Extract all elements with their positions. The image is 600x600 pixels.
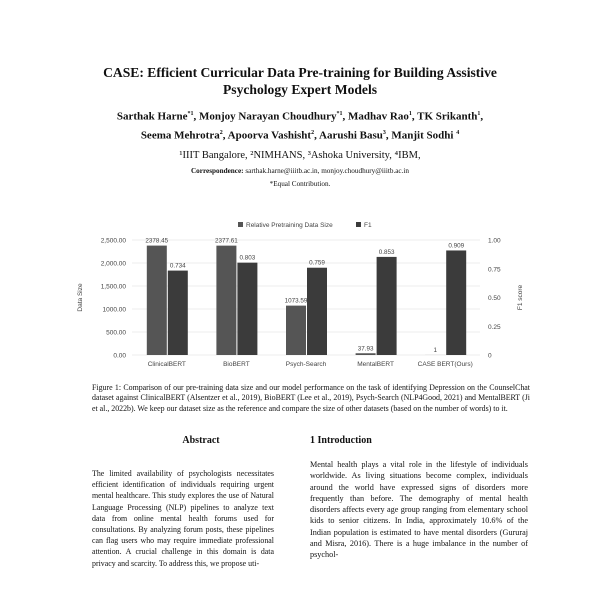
bar-data-size (216, 246, 236, 355)
author-name: Monjoy Narayan Choudhury (198, 110, 337, 123)
author-sup: *1 (187, 111, 194, 117)
y2-tick-label: 1.00 (488, 237, 501, 245)
x-tick-label: MentalBERT (357, 361, 394, 368)
data-label-f1: 0.909 (448, 242, 465, 250)
x-tick-label: ClinicalBERT (147, 361, 186, 368)
correspondence-emails: sarthak.harne@iiitb.ac.in, monjoy.choudhury@iiitb.ac.in (245, 167, 410, 175)
legend-swatch (238, 222, 243, 227)
chart-bars (145, 238, 472, 368)
y2-tick-label: 0.50 (488, 295, 501, 302)
equal-contribution-note: *Equal Contribution. (269, 180, 331, 188)
y-tick-label: 1000.00 (102, 306, 126, 314)
author-list (0, 106, 600, 143)
author-sup: 3 (382, 129, 386, 136)
author-sup: 2 (219, 129, 223, 136)
author-sup: 1 (477, 111, 481, 117)
data-label-size: 1073.59 (284, 297, 308, 305)
y-axis-label: Data Size (77, 283, 84, 312)
data-size-f1-chart (70, 215, 530, 375)
y2-tick-label: 0 (488, 352, 492, 360)
author-sup: *1 (336, 111, 343, 117)
bar-f1 (307, 268, 327, 355)
y2-tick-label: 0.75 (488, 266, 501, 274)
author-sup: 1 (408, 111, 412, 117)
author-line-2: Seema Mehrotra$^2$, Apoorva Vashisht$^2$, Aarushi Basu$^3$, Manjit Sodhi $^4$ (140, 129, 460, 142)
data-label-f1: 0.803 (239, 254, 256, 262)
author-line-1: Sarthak Harne$^{*1}$, Monjoy Narayan Choudhury$^{*1}$, Madhav Rao$^1$, TK Srikanth$^1$, (116, 110, 484, 123)
author-sup: 2 (311, 129, 315, 136)
title-line-1: CASE: Efficient Curricular Data Pre-training for Building Assistive (103, 65, 497, 80)
data-label-f1: 0.759 (309, 259, 325, 267)
title-line-2: Psychology Expert Models (222, 82, 378, 97)
y-tick-label: 1,500.00 (100, 283, 126, 291)
x-tick-label: Psych-Search (285, 361, 327, 368)
y2-axis-label: F1 score (517, 284, 524, 311)
y-tick-label: 2,000.00 (100, 260, 126, 268)
data-label-size: 37.93 (357, 345, 374, 353)
paper-title (0, 64, 600, 98)
introduction-text: Mental health plays a vital role in the lifestyle of individuals worldwide. As living situations become complex, individuals around the world have expressed signs of disorders more frequently than before. The demography of mental health disorders affects every age group ranging from elementary school kids to senior citizens. In India, approximately 10.6% of the Indian population is estimated to have mental disorders (Gururaj and Misra, 2016). There is a huge imbalance in the number of psychol- (310, 460, 528, 560)
affiliations: ¹IIIT Bangalore, ²NIMHANS, ³Ashoka University, ⁴IBM, (179, 150, 421, 161)
chart-legend (238, 222, 372, 229)
abstract-text: The limited availability of psychologists necessitates efficient identification of individuals requiring urgent mental healthcare. This study explores the use of Natural Language Processing (NLP) pipelines to analyze text data from online mental health forums used for consultations. By analyzing forum posts, these pipelines can flag users who may require immediate professional attention. A crucial challenge in this domain is data privacy and scarcity. To address this, we propose uti- (92, 469, 274, 568)
y-tick-label: 2,500.00 (100, 237, 126, 245)
data-label-f1: 0.734 (169, 262, 186, 270)
figure-caption: Figure 1: Comparison of our pre-training data size and our model performance on the task of identifying Depression on the CounselChat dataset against ClinicalBERT (Alsentzer et al., 2019), BioBERT (Lee et al., 2019), Psych-Search (NLP4Good, 2021) and MentalBERT (Ji et al., 2022b). We keep our dataset size as the reference and compare the size of other datasets (based on the number of words) to it. (92, 383, 530, 413)
data-label-size: 2377.61 (215, 237, 238, 245)
abstract-heading: Abstract (182, 435, 220, 446)
author-name: Aarushi Basu (319, 129, 383, 142)
bar-f1 (168, 271, 188, 355)
data-label-f1: 0.853 (378, 248, 395, 256)
y-tick-label: 0.00 (113, 352, 126, 360)
legend-label: Relative Pretraining Data Size (246, 222, 333, 229)
bar-f1 (446, 250, 466, 355)
bar-f1 (237, 263, 257, 355)
legend-swatch (356, 222, 361, 227)
author-name: Seema Mehrotra (140, 129, 220, 142)
bar-data-size (286, 306, 306, 355)
author-name: TK Srikanth (417, 110, 478, 123)
y-tick-label: 500.00 (106, 329, 126, 337)
correspondence (0, 167, 600, 175)
y2-tick-label: 0.25 (488, 323, 501, 331)
author-name: Sarthak Harne (116, 110, 188, 123)
bar-data-size (147, 246, 167, 355)
author-sup: 4 (456, 129, 460, 136)
data-label-size: 1 (433, 346, 437, 354)
x-tick-label: BioBERT (223, 361, 250, 368)
bar-data-size (356, 353, 376, 355)
author-name: Apoorva Vashisht (227, 129, 312, 142)
author-name: Manjit Sodhi (391, 129, 454, 142)
author-name: Madhav Rao (348, 110, 409, 123)
correspondence-label: Correspondence: (190, 167, 244, 175)
x-tick-label: CASE BERT(Ours) (417, 361, 473, 368)
introduction-heading: 1 Introduction (310, 435, 372, 446)
bar-f1 (377, 257, 397, 355)
legend-label: F1 (364, 222, 372, 229)
data-label-size: 2378.45 (145, 237, 169, 245)
